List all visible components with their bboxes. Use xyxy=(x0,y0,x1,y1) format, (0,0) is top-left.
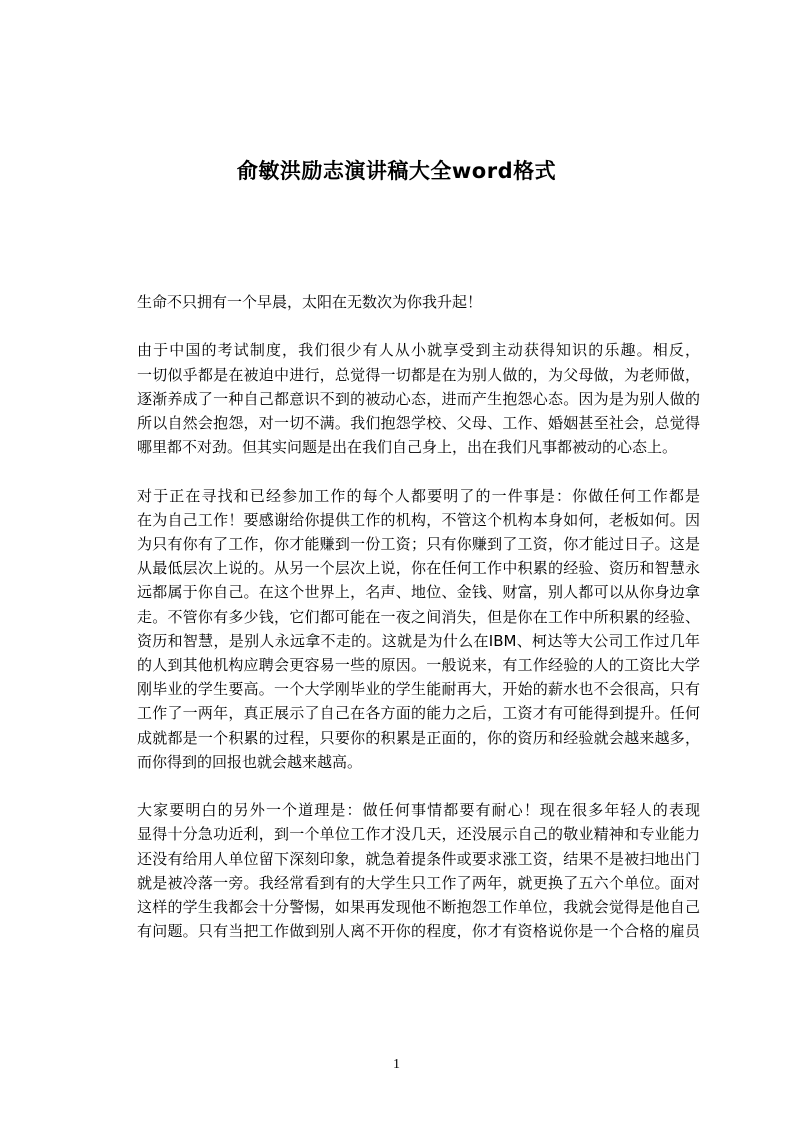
paragraph-line: 所以自然会抱怨，对一切不满。我们抱怨学校、父母、工作、婚姻甚至社会，总觉得 xyxy=(137,414,700,432)
paragraph-4 xyxy=(105,798,700,943)
paragraph-line: 成就都是一个积累的过程，只要你的积累是正面的，你的资历和经验就会越来越多， xyxy=(137,728,700,747)
paragraph-line: 刚毕业的学生要高。一个大学刚毕业的学生能耐再大，开始的薪水也不会很高，只有 xyxy=(137,680,700,699)
document-title: 俞敏洪励志演讲稿大全word格式 xyxy=(236,159,557,184)
paragraph-line: 资历和智慧，是别人永远拿不走的。这就是为什么在IBM、柯达等大公司工作过几年 xyxy=(137,631,700,650)
paragraph-line: 走。不管你有多少钱，它们都可能在一夜之间消失，但是你在工作中所积累的经验、 xyxy=(137,607,700,626)
paragraph-line: 远都属于你自己。在这个世界上，名声、地位、金钱、财富，别人都可以从你身边拿 xyxy=(137,583,700,602)
paragraph-line: 哪里都不对劲。但其实问题是出在我们自己身上，出在我们凡事都被动的心态上。 xyxy=(137,438,678,457)
paragraph-line: 生命不只拥有一个早晨，太阳在无数次为你我升起！ xyxy=(137,293,483,311)
paragraph-line: 对于正在寻找和已经参加工作的每个人都要明了的一件事是：你做任何工作都是 xyxy=(137,486,700,505)
paragraph-line: 大家要明白的另外一个道理是：做任何事情都要有耐心！现在很多年轻人的表现 xyxy=(137,801,700,820)
paragraph-line: 在为自己工作！要感谢给你提供工作的机构，不管这个机构本身如何，老板如何。因 xyxy=(137,510,700,529)
paragraph-line: 这样的学生我都会十分警惕，如果再发现他不断抱怨工作单位，我就会觉得是他自己 xyxy=(137,898,700,917)
paragraph-line: 就是被冷落一旁。我经常看到有的大学生只工作了两年，就更换了五六个单位。面对 xyxy=(137,873,700,892)
paragraph-line: 为只有你有了工作，你才能赚到一份工资；只有你赚到了工资，你才能过日子。这是 xyxy=(137,535,700,553)
paragraph-1 xyxy=(105,290,700,314)
document-body xyxy=(105,290,700,943)
paragraph-line: 的人到其他机构应聘会更容易一些的原因。一般说来，有工作经验的人的工资比大学 xyxy=(137,656,700,675)
paragraph-3 xyxy=(105,484,700,774)
page-number: 1 xyxy=(393,1057,400,1072)
paragraph-line: 由于中国的考试制度，我们很少有人从小就享受到主动获得知识的乐趣。相反， xyxy=(137,341,700,360)
paragraph-line: 工作了一两年，真正展示了自己在各方面的能力之后，工资才有可能得到提升。任何 xyxy=(137,704,700,723)
paragraph-line: 有问题。只有当把工作做到别人离不开你的程度，你才有资格说你是一个合格的雇员 xyxy=(137,922,700,941)
paragraph-line: 还没有给用人单位留下深刻印象，就急着提条件或要求涨工资，结果不是被扫地出门 xyxy=(137,849,700,868)
paragraph-2 xyxy=(105,338,700,459)
paragraph-line: 从最低层次上说的。从另一个层次上说，你在任何工作中积累的经验、资历和智慧永 xyxy=(137,559,700,578)
paragraph-line: 而你得到的回报也就会越来越高。 xyxy=(137,752,363,771)
paragraph-line: 逐渐养成了一种自己都意识不到的被动心态，进而产生抱怨心态。因为是为别人做的 xyxy=(137,389,700,408)
paragraph-line: 一切似乎都是在被迫中进行，总觉得一切都是在为别人做的，为父母做，为老师做， xyxy=(137,365,700,384)
paragraph-line: 显得十分急功近利，到一个单位工作才没几天，还没展示自己的敬业精神和专业能力 xyxy=(137,825,700,844)
